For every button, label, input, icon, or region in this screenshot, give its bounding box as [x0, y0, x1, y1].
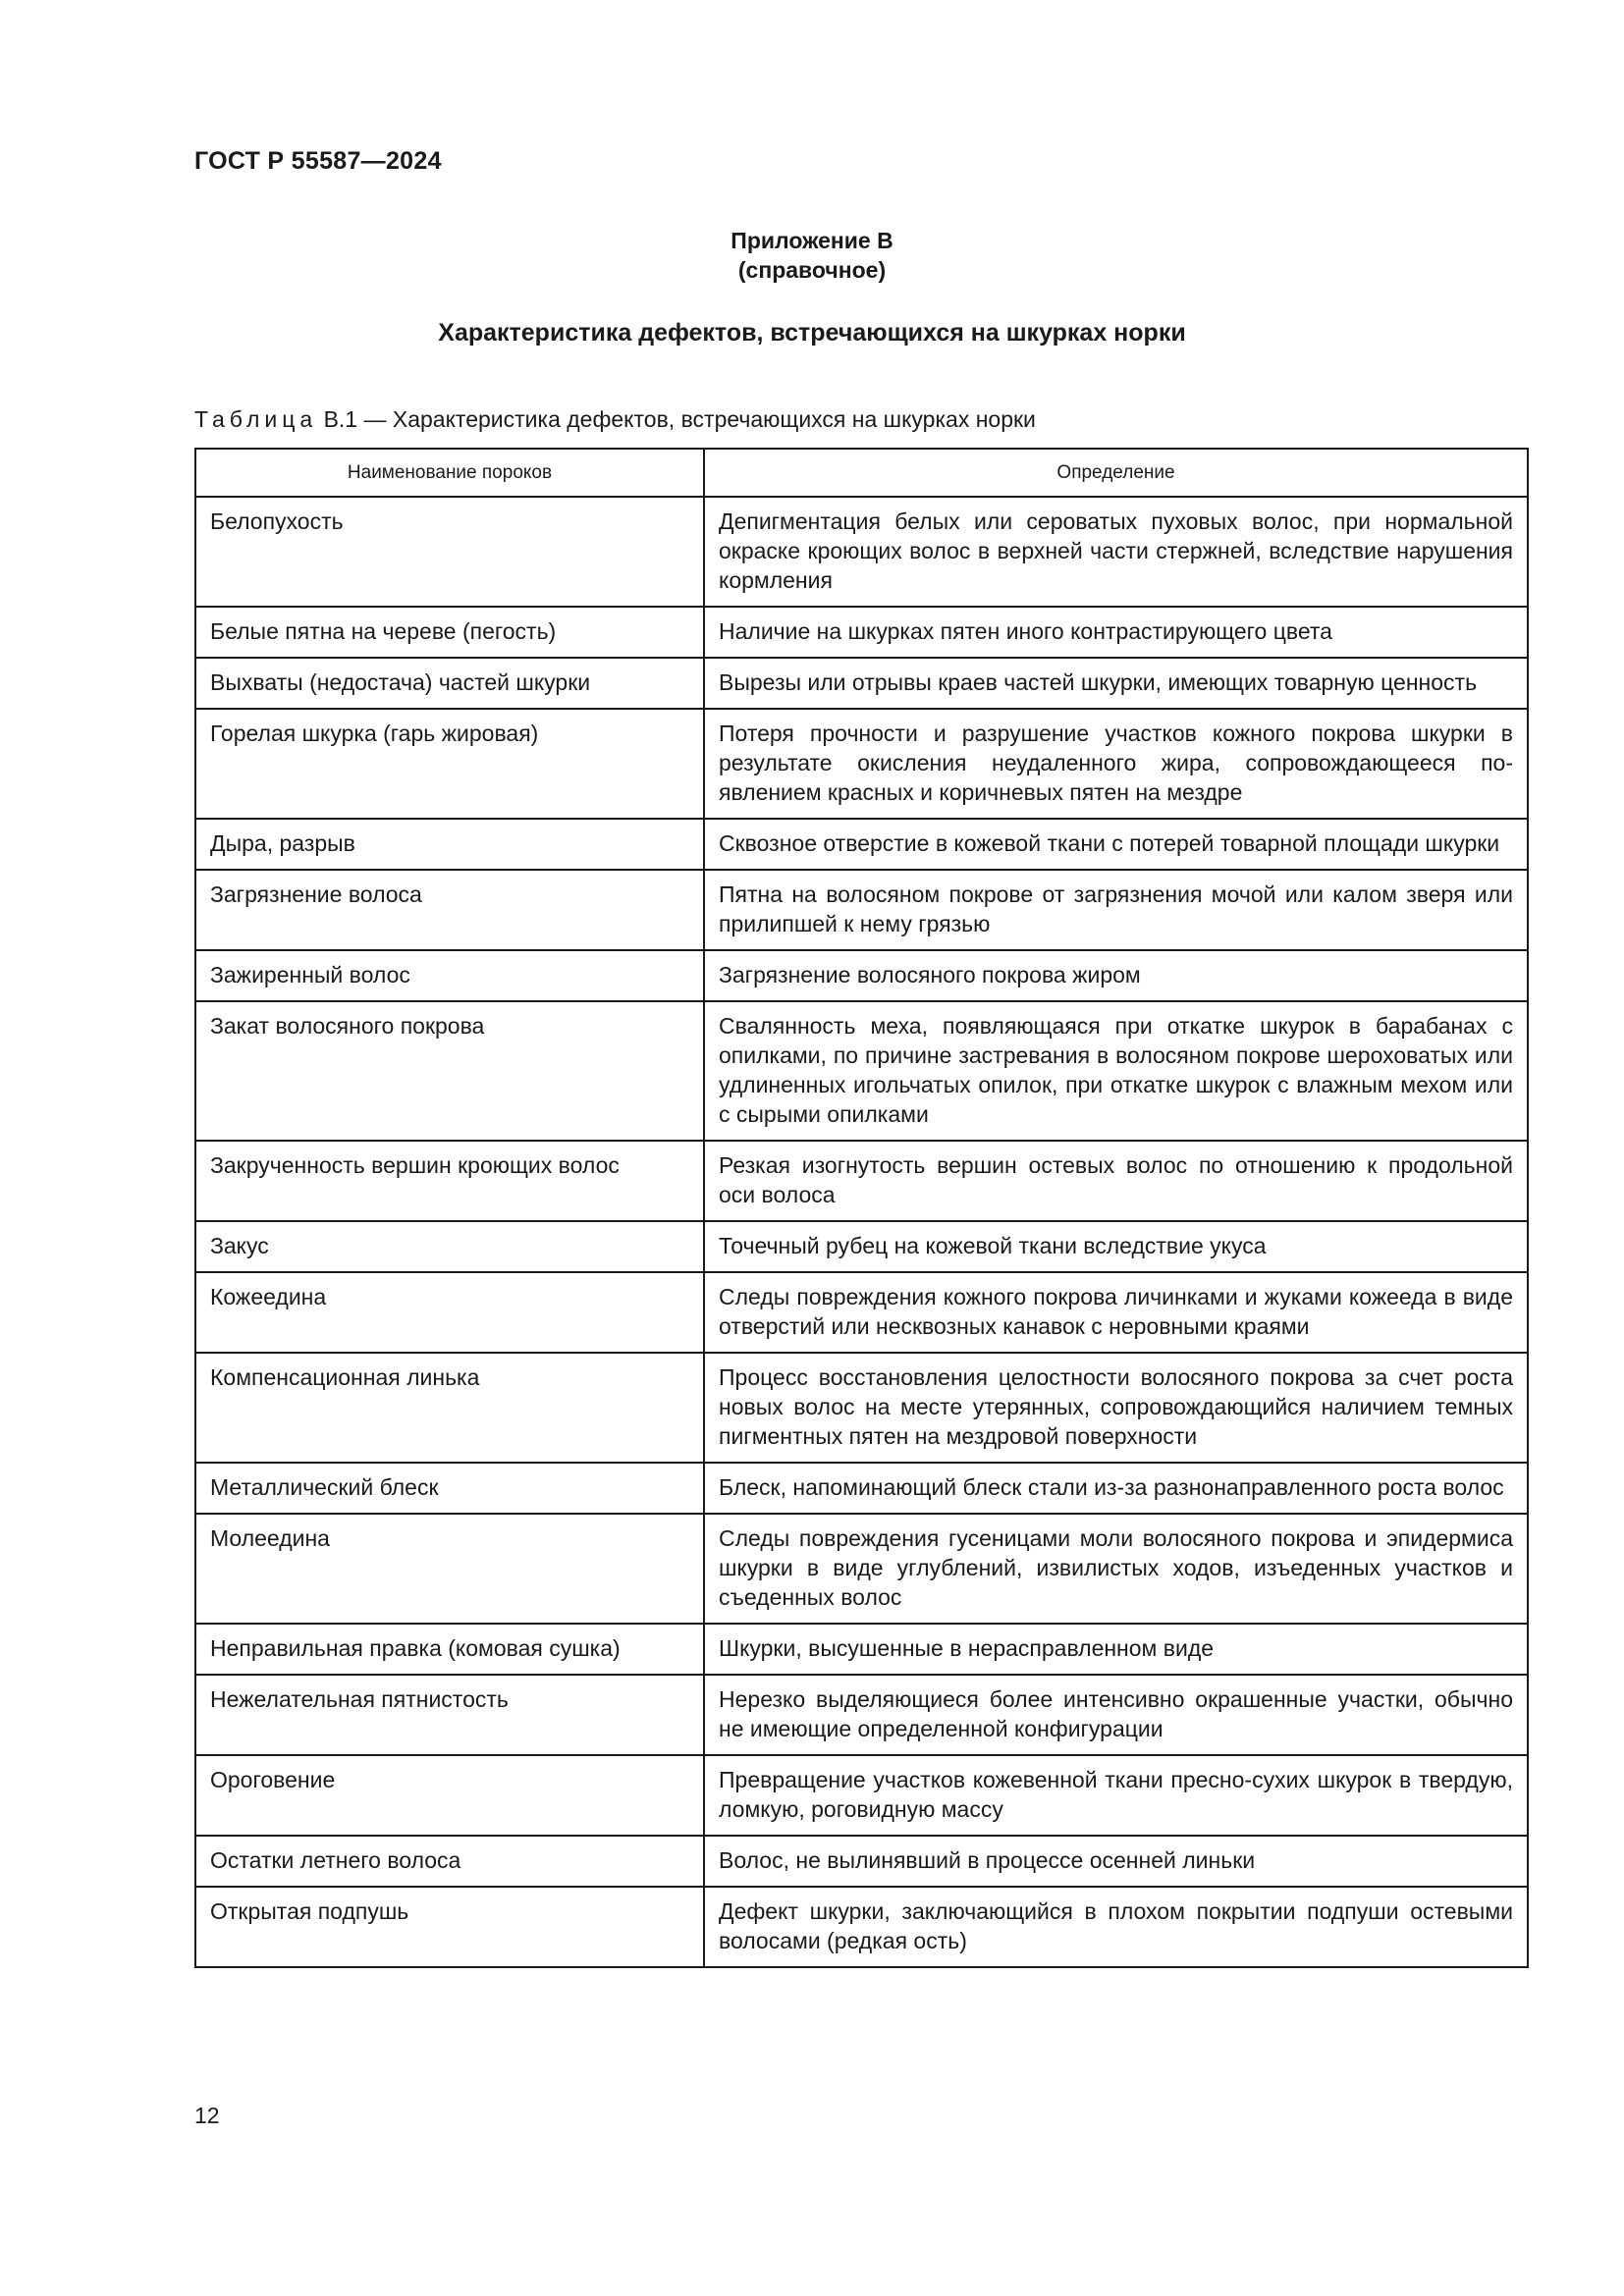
table-body — [195, 497, 1528, 1967]
table-caption-text: В.1 — Характеристика дефектов, встречающихся на шкурках норки — [317, 406, 1036, 432]
defect-name-cell: Закрученность вершин кроющих волос — [195, 1141, 704, 1221]
defect-name-cell: Открытая подпушь — [195, 1887, 704, 1967]
defect-name-cell: Компенсационная линька — [195, 1353, 704, 1463]
defect-definition-cell: Процесс восстановления целостности волосяного покрова за счет роста новых волос на месте утерянных, сопровождающийся наличием темных пигментных пятен на мездровой поверхности — [704, 1353, 1528, 1463]
page-title: Характеристика дефектов, встречающихся на шкурках норки — [438, 319, 1186, 347]
appendix-heading — [0, 226, 1624, 285]
table-row — [195, 1675, 1528, 1755]
table-row — [195, 1221, 1528, 1272]
defect-name-cell: Загрязнение волоса — [195, 870, 704, 950]
defect-name-cell: Молеедина — [195, 1514, 704, 1624]
defect-definition-cell: Блеск, напоминающий блеск стали из-за разнонаправленного роста волос — [704, 1463, 1528, 1514]
table-caption — [194, 406, 1036, 433]
defect-name-cell: Остатки летнего волоса — [195, 1836, 704, 1887]
table-header-row — [195, 449, 1528, 497]
defect-name-cell: Закус — [195, 1221, 704, 1272]
defect-definition-cell: Нерезко выделяющиеся более интенсивно окрашенные участки, обычно не имеющие определенной конфигурации — [704, 1675, 1528, 1755]
table-row — [195, 709, 1528, 819]
defect-definition-cell: Пятна на волосяном покрове от загрязнения мочой или калом зверя или прилипшей к нему грязью — [704, 870, 1528, 950]
table-caption-prefix: Таблица — [194, 406, 318, 432]
defect-definition-cell: Загрязнение волосяного покрова жиром — [704, 950, 1528, 1001]
defect-definition-cell: Потеря прочности и разрушение участков кожного покрова шкурки в результате окисления неудаленного жира, сопровождающееся появлением красных и коричневых пятен на мездре — [704, 709, 1528, 819]
table-row — [195, 1624, 1528, 1675]
appendix-title: Приложение В — [731, 228, 893, 253]
column-header-definition: Определение — [704, 449, 1528, 497]
defect-definition-cell: Волос, не вылинявший в процессе осенней линьки — [704, 1836, 1528, 1887]
table-row — [195, 658, 1528, 709]
defect-definition-cell: Точечный рубец на кожевой ткани вследствие укуса — [704, 1221, 1528, 1272]
defect-definition-cell: Следы повреждения кожного покрова личинками и жуками кожееда в виде отверстий или несквозных канавок с неровными краями — [704, 1272, 1528, 1353]
defect-definition-cell: Превращение участков кожевенной ткани пресно-сухих шкурок в твердую, ломкую, роговидную массу — [704, 1755, 1528, 1836]
defect-definition-cell: Дефект шкурки, заключающийся в плохом покрытии подпуши остевыми волосами (редкая ость) — [704, 1887, 1528, 1967]
column-header-name: Наименование пороков — [195, 449, 704, 497]
table-row — [195, 819, 1528, 870]
defect-name-cell: Белые пятна на череве (пегость) — [195, 607, 704, 658]
table-row — [195, 950, 1528, 1001]
defect-name-cell: Зажиренный волос — [195, 950, 704, 1001]
table-row — [195, 1141, 1528, 1221]
appendix-subtitle: (справочное) — [737, 257, 887, 283]
table-row — [195, 1001, 1528, 1141]
defect-name-cell: Выхваты (недостача) частей шкурки — [195, 658, 704, 709]
defect-name-cell: Неправильная правка (комовая сушка) — [195, 1624, 704, 1675]
defect-definition-cell: Шкурки, высушенные в нерасправленном виде — [704, 1624, 1528, 1675]
document-id: ГОСТ Р 55587—2024 — [194, 147, 442, 175]
table-row — [195, 870, 1528, 950]
defect-name-cell: Металлический блеск — [195, 1463, 704, 1514]
page-number: 12 — [194, 2103, 220, 2128]
defect-name-cell: Закат волосяного покрова — [195, 1001, 704, 1141]
table-row — [195, 1272, 1528, 1353]
defect-definition-cell: Вырезы или отрывы краев частей шкурки, имеющих товарную ценность — [704, 658, 1528, 709]
defect-definition-cell: Депигментация белых или сероватых пуховых волос, при нормальной окраске кроющих волос в верхней части стержней, вследствие нарушения кормления — [704, 497, 1528, 607]
table-row — [195, 497, 1528, 607]
table-row — [195, 1755, 1528, 1836]
defect-name-cell: Белопухость — [195, 497, 704, 607]
defect-definition-cell: Следы повреждения гусеницами моли волосяного покрова и эпидермиса шкурки в виде углублений, извилистых ходов, изъеденных участков и съеденных волос — [704, 1514, 1528, 1624]
defect-definition-cell: Наличие на шкурках пятен иного контрастирующего цвета — [704, 607, 1528, 658]
defect-name-cell: Ороговение — [195, 1755, 704, 1836]
defect-name-cell: Дыра, разрыв — [195, 819, 704, 870]
table-row — [195, 1514, 1528, 1624]
defect-definition-cell: Свалянность меха, появляющаяся при откатке шкурок в барабанах с опилками, по причине застревания в волосяном покрове шероховатых или удлиненных игольчатых опилок, при откатке шкурок с влажным мехом или с сырыми опилками — [704, 1001, 1528, 1141]
defect-name-cell: Горелая шкурка (гарь жировая) — [195, 709, 704, 819]
defects-table — [194, 448, 1529, 1968]
table-row — [195, 1836, 1528, 1887]
table-row — [195, 1353, 1528, 1463]
defect-name-cell: Нежелательная пятнистость — [195, 1675, 704, 1755]
table-row — [195, 1463, 1528, 1514]
table-row — [195, 607, 1528, 658]
defect-definition-cell: Сквозное отверстие в кожевой ткани с потерей товарной площади шкурки — [704, 819, 1528, 870]
defect-name-cell: Кожеедина — [195, 1272, 704, 1353]
table-row — [195, 1887, 1528, 1967]
defect-definition-cell: Резкая изогнутость вершин остевых волос по отношению к продольной оси волоса — [704, 1141, 1528, 1221]
